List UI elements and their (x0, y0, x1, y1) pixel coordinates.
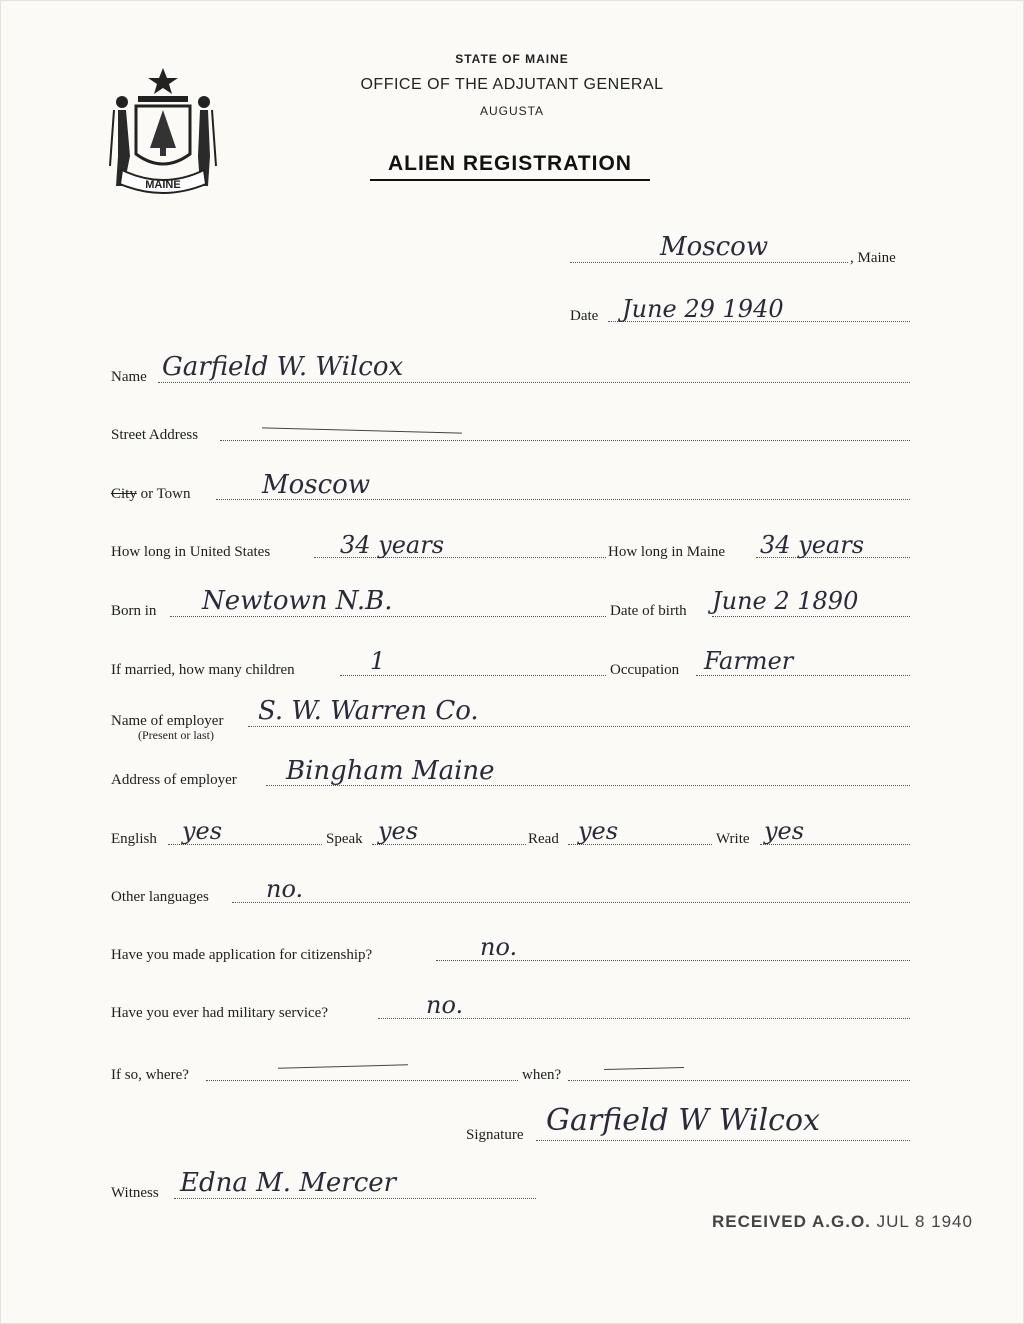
date-value: June 29 1940 (622, 295, 784, 323)
header-office: OFFICE OF THE ADJUTANT GENERAL (360, 76, 664, 93)
read-label: Read (528, 831, 559, 847)
signature-label: Signature (466, 1127, 524, 1143)
other-languages-line (232, 902, 910, 903)
date-label: Date (570, 308, 599, 324)
children-label: If married, how many children (111, 662, 295, 678)
write-value: yes (764, 817, 805, 845)
place-suffix: , Maine (850, 250, 896, 266)
citizenship-value: no. (480, 933, 518, 961)
english-value: yes (182, 817, 223, 845)
how-long-us-value: 34 years (340, 531, 445, 559)
if-so-where-label: If so, where? (111, 1067, 189, 1083)
signature-value: Garfield W Wilcox (546, 1103, 820, 1138)
employer-name-line (248, 726, 910, 727)
date-of-birth-line (712, 616, 910, 617)
employer-name-label: Name of employer (111, 713, 224, 729)
military-value: no. (426, 991, 464, 1019)
header-state: STATE OF MAINE (455, 52, 569, 66)
how-long-maine-value: 34 years (760, 531, 865, 559)
witness-value: Edna M. Mercer (180, 1168, 397, 1198)
city-or-town-value: Moscow (262, 470, 371, 500)
speak-value: yes (378, 817, 419, 845)
street-address-label: Street Address (111, 427, 199, 443)
signature-line (536, 1140, 910, 1141)
employer-name-value: S. W. Warren Co. (258, 696, 479, 726)
children-value: 1 (370, 647, 386, 675)
how-long-maine-label: How long in Maine (608, 544, 726, 560)
town-word: or Town (136, 486, 191, 502)
witness-line (174, 1198, 536, 1199)
place-line (570, 262, 848, 263)
english-label: English (111, 831, 157, 847)
occupation-label: Occupation (610, 662, 680, 678)
date-of-birth-value: June 2 1890 (712, 587, 859, 615)
read-value: yes (578, 817, 619, 845)
when-label: when? (522, 1067, 562, 1083)
speak-label: Speak (326, 831, 363, 847)
street-address-line (220, 440, 910, 441)
employer-address-label: Address of employer (111, 772, 237, 788)
when-dash (604, 1067, 684, 1070)
if-so-where-dash (278, 1064, 408, 1068)
place-value: Moscow (660, 232, 769, 262)
name-label: Name (111, 369, 147, 385)
when-line (568, 1080, 910, 1081)
form-title: ALIEN REGISTRATION (370, 152, 650, 181)
write-label: Write (716, 831, 750, 847)
if-so-where-line (206, 1080, 518, 1081)
citizenship-label: Have you made application for citizenship? (111, 947, 373, 963)
military-label: Have you ever had military service? (111, 1005, 328, 1021)
born-in-line (170, 616, 606, 617)
witness-label: Witness (111, 1185, 159, 1201)
name-value: Garfield W. Wilcox (162, 352, 404, 382)
seal-text: MAINE (145, 179, 181, 191)
header-city: AUGUSTA (479, 104, 545, 118)
how-long-us-label: How long in United States (111, 544, 271, 560)
city-or-town-label (111, 485, 191, 503)
street-address-dash (262, 427, 462, 433)
received-stamp (712, 1212, 973, 1232)
date-of-birth-label: Date of birth (610, 603, 687, 619)
employer-name-sublabel: (Present or last) (138, 728, 214, 742)
employer-address-value: Bingham Maine (286, 756, 495, 786)
other-languages-label: Other languages (111, 889, 209, 905)
received-stamp-date: JUL 8 1940 (876, 1212, 973, 1231)
born-in-label: Born in (111, 603, 157, 619)
received-stamp-prefix: RECEIVED A.G.O. (712, 1212, 871, 1231)
name-line (158, 382, 910, 383)
other-languages-value: no. (266, 875, 304, 903)
occupation-value: Farmer (704, 647, 794, 675)
born-in-value: Newtown N.B. (202, 586, 393, 616)
city-struck-word: City (111, 486, 137, 502)
